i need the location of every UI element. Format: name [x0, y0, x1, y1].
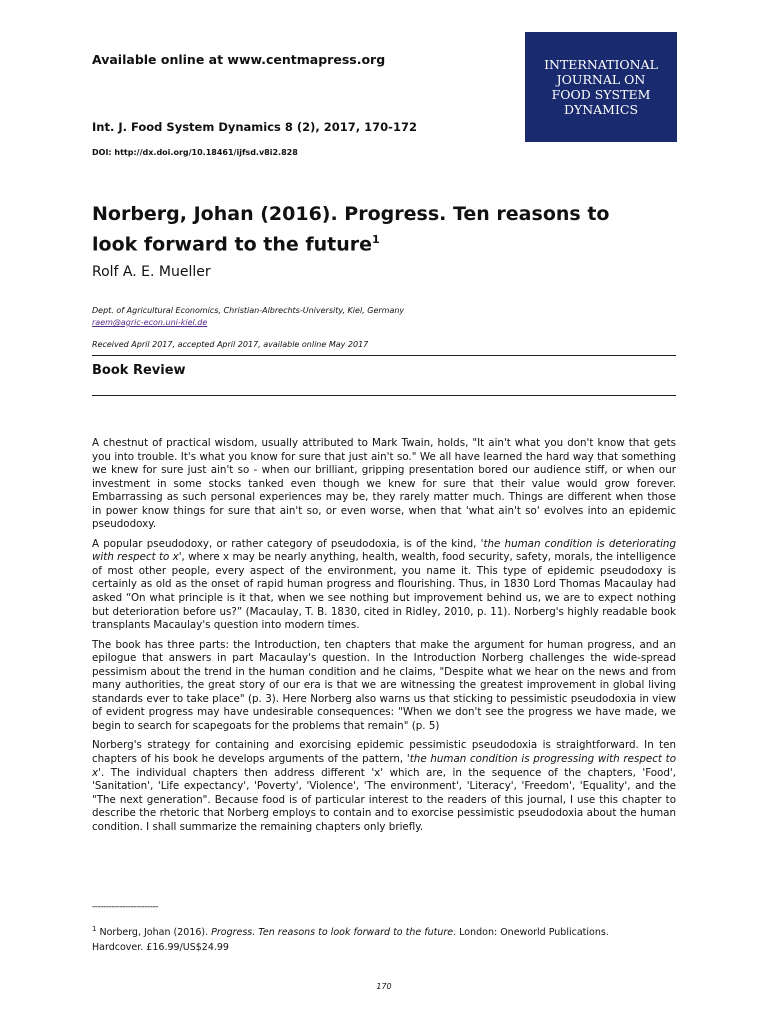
article-title — [92, 202, 652, 257]
article-title-text: Norberg, Johan (2016). Progress. Ten reasons to look forward to the future — [92, 203, 610, 256]
footnote — [92, 922, 676, 955]
author-email-link[interactable]: raem@agric-econ.uni-kiel.de — [92, 318, 208, 327]
body-text — [92, 437, 676, 840]
paragraph-4-start: Norberg's strategy for containing and exorcising epidemic pessimistic pseudodoxia is straightforward. In ten chapters of his book he develops arguments of the pattern, — [92, 739, 676, 766]
paragraph-2-end: , where x may be nearly anything, health, wealth, food security, safety, morals, the intelligence of most other people, every aspect of the environment, you name it. This type of epidemic pseudodoxy is certainly as old as the onset of rapid human progress and flourishing. Thus, in 1830 Lord Thomas Macaulay had asked “On what principle is it that, when we see nothing but improvement behind us, we are to expect nothing but deterioration before us?” (Macaulay, T. B. 1830, cited in Ridley, 2010, p. 11). Norberg's highly readable book transplants Macaulay's question into modern times. — [92, 551, 676, 632]
paragraph-2-emphasis: 'the human condition is deteriorating with respect to x' — [92, 537, 676, 564]
footnote-text-start: Norberg, Johan (2016). — [96, 927, 212, 939]
journal-logo-box — [525, 32, 677, 142]
footnote-line-2: Hardcover. £16.99/US$24.99 — [92, 942, 229, 954]
doi-link[interactable]: DOI: http://dx.doi.org/10.18461/ijfsd.v8i2.828 — [92, 148, 298, 157]
affiliation-text: Dept. of Agricultural Economics, Christian-Albrechts-University, Kiel, Germany — [92, 306, 405, 315]
footnote-line-1 — [92, 922, 676, 940]
journal-citation: Int. J. Food System Dynamics 8 (2), 2017, 170-172 — [92, 120, 417, 134]
divider-bottom — [92, 395, 676, 396]
affiliation-block — [92, 305, 404, 329]
title-footnote-mark[interactable]: 1 — [372, 233, 380, 246]
footnote-text-end: . London: Oneworld Publications. — [453, 927, 609, 939]
available-online-text[interactable]: Available online at www.centmapress.org — [92, 52, 386, 67]
divider-top — [92, 355, 676, 356]
paragraph-2 — [92, 538, 676, 633]
section-heading: Book Review — [92, 363, 186, 378]
footnote-mark: 1 — [92, 925, 97, 933]
paragraph-2-start: A popular pseudodoxy, or rather category of pseudodoxia, is of the kind, — [92, 537, 481, 550]
footnote-book-title: Progress. Ten reasons to look forward to the future — [211, 927, 454, 939]
header-left — [92, 52, 512, 68]
paragraph-4-emphasis: 'the human condition is progressing with respect to x' — [92, 753, 676, 779]
journal-logo-text: INTERNATIONAL JOURNAL ON FOOD SYSTEM DYNAMICS — [544, 57, 658, 117]
footnote-separator: ------------------------ — [92, 902, 158, 912]
paragraph-4 — [92, 739, 676, 834]
paragraph-4-end: . The individual chapters then address different 'x' which are, in the sequence of the chapters, 'Food', 'Sanitation', 'Life expectancy', 'Poverty', 'Violence', 'The environment', 'Literacy', 'Freedom', 'Equality', and the "The next generation". Because food is of particular interest to the readers of this journal, I use this chapter to describe the rhetoric that Norberg employs to contain and to exorcise pessimistic pseudodoxia about the human condition. I shall summarize the remaining chapters only briefly. — [92, 766, 676, 833]
paragraph-1: A chestnut of practical wisdom, usually attributed to Mark Twain, holds, "It ain't what you don't know that gets you into trouble. It's what you know for sure that just ain't so." We all have learned the hard way that something we knew for sure just ain't so - when our brilliant, gripping presentation bored our audience stiff, or when our investment in some stocks tanked even though we knew for sure that their value would grow forever. Embarrassing as such personal experiences may be, they rarely matter much. Things are different when those in power know things for sure that ain't so, or even worse, when that 'what ain't so' evolves into an epidemic pseudodoxy. — [92, 437, 676, 531]
received-dates: Received April 2017, accepted April 2017, available online May 2017 — [92, 340, 369, 349]
author-name: Rolf A. E. Mueller — [92, 264, 211, 280]
page-number: 170 — [376, 982, 392, 991]
paragraph-3: The book has three parts: the Introduction, ten chapters that make the argument for human progress, and an epilogue that answers in part Macaulay's question. In the Introduction Norberg challenges the wide-spread pessimism about the trend in the human condition and he claims, "Despite what we hear on the news and from many authorities, the great story of our era is that we are witnessing the greatest improvement in global living standards ever to take place" (p. 3). Here Norberg also warns us that sticking to pessimistic pseudodoxia in view of evident progress may have undesirable consequences: "When we don't see the progress we have made, we begin to search for scapegoats for the problems that remain" (p. 5) — [92, 638, 676, 732]
